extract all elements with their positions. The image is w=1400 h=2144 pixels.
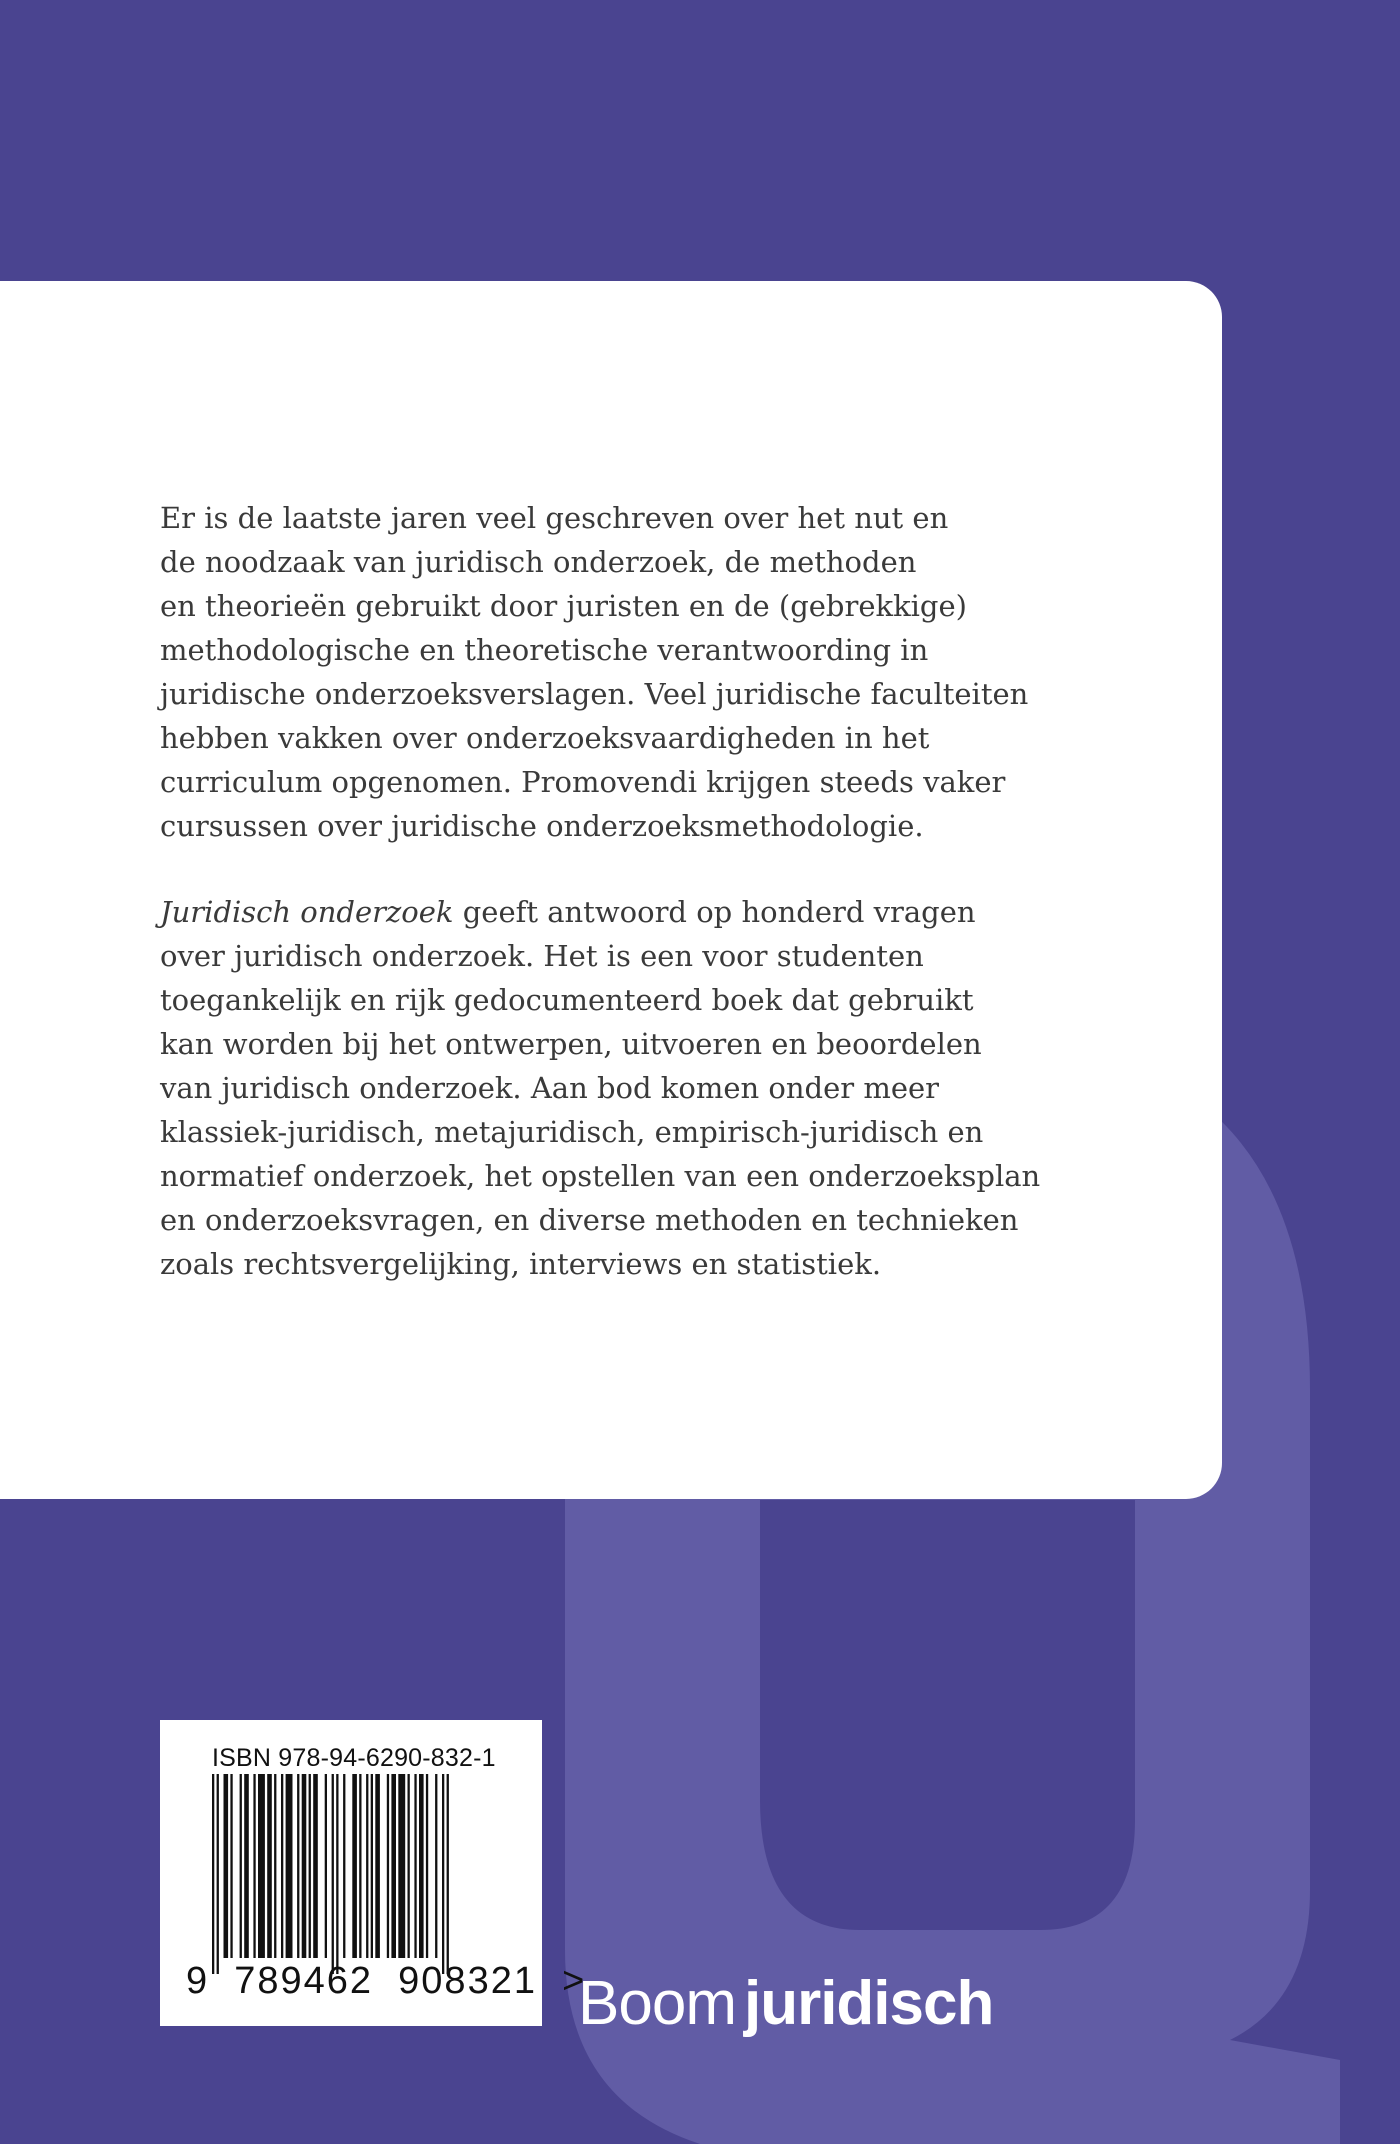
barcode-bar [426,1774,428,1958]
barcode-bar [224,1774,229,1958]
barcode-bar [419,1774,424,1958]
barcode-bar [286,1774,293,1958]
barcode-bar [297,1774,299,1958]
barcode-bar [387,1774,389,1958]
barcode-bar [359,1774,361,1958]
barcode-bar [240,1774,242,1958]
barcode-bar [217,1774,219,1974]
barcode-bar [336,1774,338,1974]
barcode-bar [253,1774,255,1958]
barcode-bar [302,1774,307,1958]
barcode-bar [442,1774,444,1974]
isbn-label: ISBN 978-94-6290-832-1 [212,1744,496,1772]
barcode-bar [230,1774,232,1958]
barcode-bar [375,1774,380,1958]
barcode-bar [244,1774,249,1958]
barcode-bar [332,1774,334,1974]
blurb-paragraph-2-text: geeft antwoord op honderd vragen over juridisch onderzoek. Het is een voor studenten toegankelijk en rijk gedocumenteerd boek dat gebruikt kan worden bij het ontwerpen, uitvoeren en beoordelen van juridisch onderzoek. Aan bod komen onder meer klassiek-juridisch, metajuridisch, empirisch-juridisch en normatief onderzoek, het opstellen van een onderzoeksplan en onderzoeksvragen, en diverse methoden en technieken zoals rechtsvergelijking, interviews en statistiek. [160,895,1041,1281]
publisher-name-boom: Boom [578,1969,736,2038]
barcode-bar [313,1774,318,1958]
barcode-bar [371,1774,373,1958]
book-title: Juridisch onderzoek [160,895,454,929]
blurb-paragraph-1: Er is de laatste jaren veel geschreven over het nut en de noodzaak van juridisch onderzoek, de methoden en theorieën gebruikt door juristen en de (gebrekkige) methodologische en theoretische verantwoording in juridische onderzoeksverslagen. Veel juridische faculteiten hebben vakken over onderzoeksvaardigheden in het curriculum opgenomen. Promovendi krijgen steeds vaker cursussen over juridische onderzoeksmethodologie. [160,501,1029,843]
barcode-bar [325,1774,327,1958]
barcode-bar [309,1774,311,1958]
barcode-digits: 9 789462 908321 > [186,1960,587,2002]
barcode-bar [408,1774,410,1958]
barcode-bar [435,1774,437,1958]
barcode-bar [398,1774,405,1958]
publisher-logo [578,1968,993,2039]
publisher-name-juridisch: juridisch [743,1969,994,2038]
barcode-bar [343,1774,345,1958]
blurb-panel [0,281,1222,1499]
barcode-bar [414,1774,416,1958]
barcode-bar [391,1774,396,1958]
barcode-bar [274,1774,276,1958]
barcode-bar [212,1774,214,1974]
barcode-bar [281,1774,283,1958]
blurb-paragraph-2 [160,890,1060,1286]
barcode-bar [258,1774,265,1958]
barcode-bar [366,1774,368,1958]
barcode-bar [352,1774,357,1958]
barcode-bar [447,1774,449,1974]
barcode-bar [267,1774,272,1958]
isbn-barcode [160,1720,587,2026]
